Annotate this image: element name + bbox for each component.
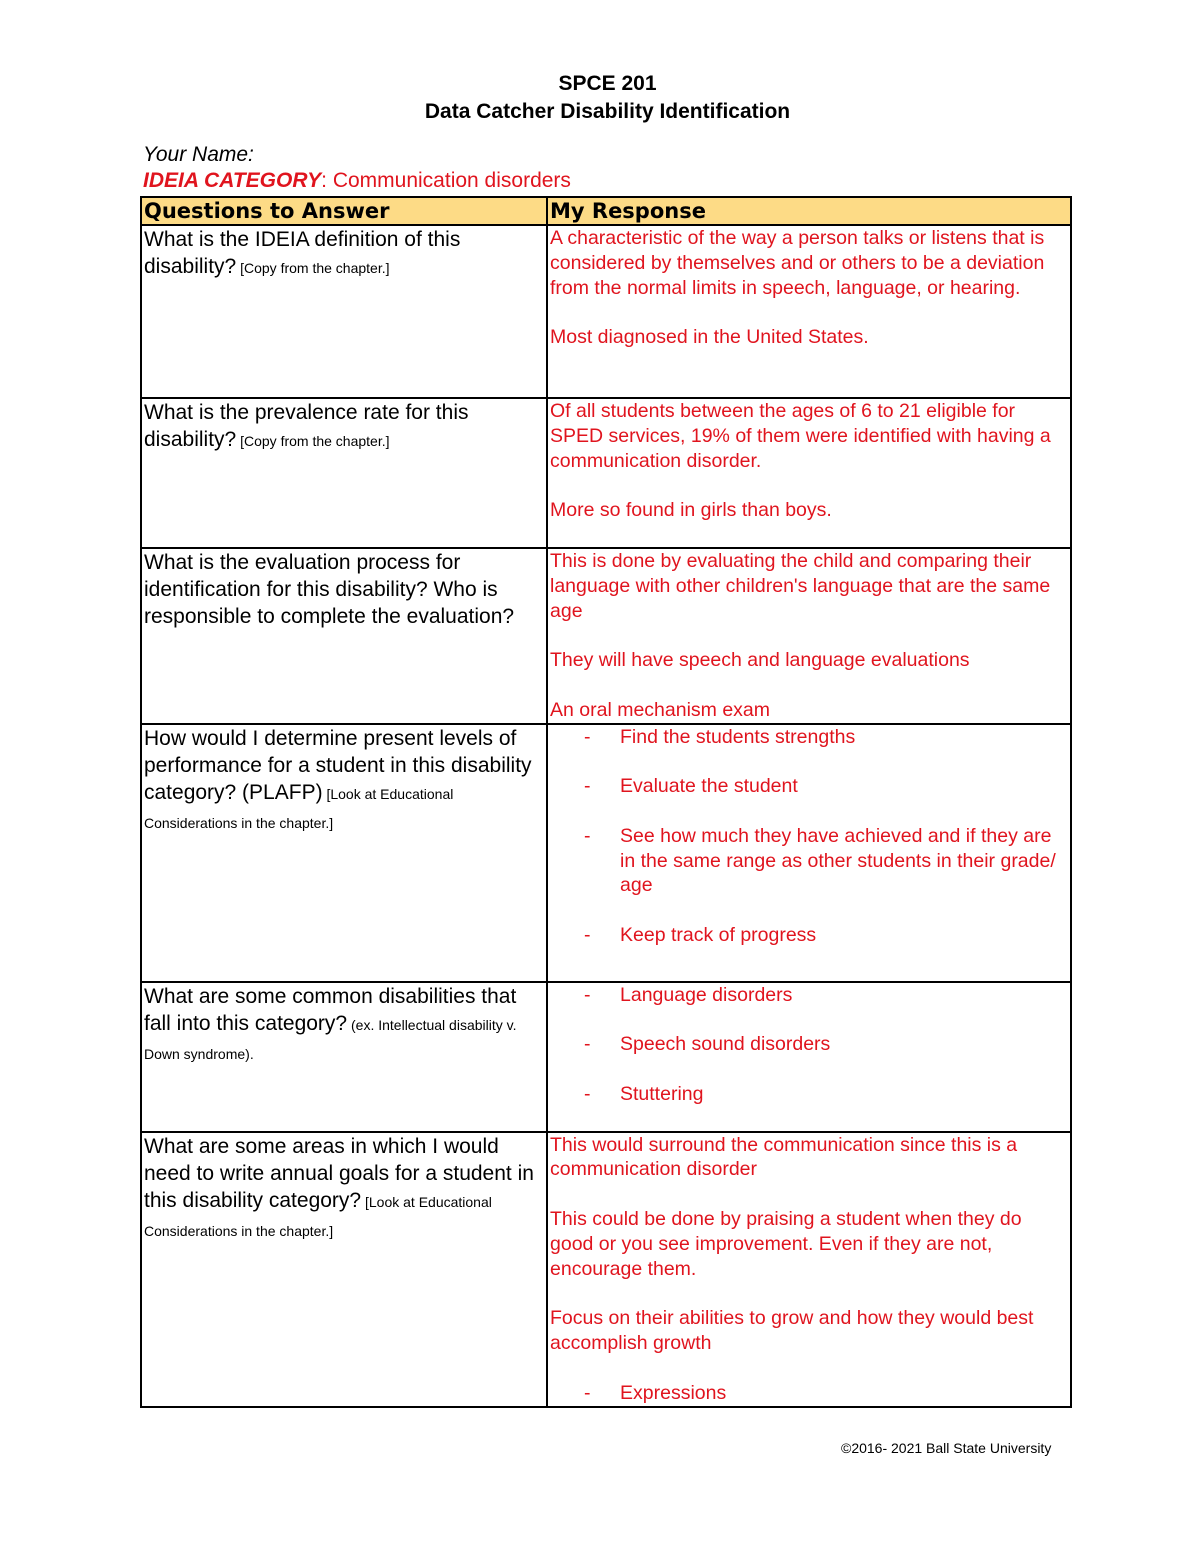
response-list — [550, 1381, 1068, 1406]
table-row — [141, 225, 1071, 398]
table-row — [141, 1132, 1071, 1407]
question-cell — [141, 548, 547, 724]
response-cell — [547, 548, 1071, 724]
response-paragraph: Most diagnosed in the United States. — [550, 326, 869, 349]
your-name-label: Your Name: — [143, 143, 254, 166]
question-text: How would I determine present levels of performance for a student in this disability category? (PLAFP) — [144, 726, 532, 804]
response-list — [550, 983, 1068, 1107]
question-text: What is the IDEIA definition of this disability? — [144, 228, 461, 278]
response-paragraph: This is done by evaluating the child and comparing their language with other children's language that are the same age — [550, 550, 1051, 622]
table-row — [141, 724, 1071, 982]
bullet-dash: - — [584, 1082, 591, 1105]
question-note: [Look at Educational Considerations in the chapter.] — [144, 785, 454, 831]
table-row — [141, 398, 1071, 548]
question-cell — [141, 724, 547, 982]
question-table — [140, 196, 1072, 1408]
question-text: What are some areas in which I would need to write annual goals for a student in this disability category? — [144, 1134, 534, 1212]
response-cell — [547, 724, 1071, 982]
response-cell — [547, 982, 1071, 1132]
response-cell — [547, 398, 1071, 548]
response-header: My Response — [547, 197, 1071, 225]
question-cell — [141, 225, 547, 398]
category-line — [143, 169, 571, 193]
category-separator: : — [321, 169, 327, 192]
table-header-row — [141, 197, 1071, 225]
response-paragraph: More so found in girls than boys. — [550, 499, 832, 522]
list-item: - Stuttering — [584, 1082, 704, 1105]
question-cell — [141, 982, 547, 1132]
document-title: Data Catcher Disability Identification — [424, 100, 791, 123]
list-item: - See how much they have achieved and if they are in the same range as other students in their grade/ age — [584, 824, 1056, 897]
copyright-footer: ©2016- 2021 Ball State University — [841, 1440, 1052, 1456]
list-item: - Expressions — [584, 1381, 727, 1404]
question-note: [Copy from the chapter.] — [236, 433, 390, 449]
bullet-dash: - — [584, 824, 591, 847]
response-paragraph: A characteristic of the way a person talks or listens that is considered by themselves and or others to be a deviation from the normal limits in speech, language, or hearing. — [550, 227, 1045, 299]
list-item: - Keep track of progress — [584, 923, 817, 946]
question-text: What is the evaluation process for identification for this disability? Who is responsible to complete the evaluation? — [144, 551, 515, 628]
question-note: [Copy from the chapter.] — [236, 260, 390, 276]
bullet-dash: - — [584, 775, 591, 798]
bullet-dash: - — [584, 1033, 591, 1056]
response-paragraph: Of all students between the ages of 6 to 21 eligible for SPED services, 19% of them were identified with having a communication disorder. — [550, 400, 1051, 472]
list-item: - Speech sound disorders — [584, 1033, 831, 1056]
list-item: - Find the students strengths — [584, 725, 856, 748]
question-note: (ex. Intellectual disability v. Down syndrome). — [144, 1016, 517, 1062]
response-paragraph: They will have speech and language evaluations — [550, 649, 970, 672]
table-row — [141, 982, 1071, 1132]
question-note: [Look at Educational Considerations in the chapter.] — [144, 1193, 492, 1239]
question-text: What are some common disabilities that fall into this category? — [144, 984, 517, 1035]
bullet-dash: - — [584, 1381, 591, 1404]
response-cell — [547, 225, 1071, 398]
response-paragraph: This could be done by praising a student when they do good or you see improvement. Even if they are not, encourage them. — [550, 1207, 1022, 1280]
response-paragraph: An oral mechanism exam — [550, 698, 771, 721]
list-item: - Language disorders — [584, 983, 793, 1006]
category-label: IDEIA CATEGORY — [143, 169, 322, 192]
response-paragraph: This would surround the communication since this is a communication disorder — [550, 1133, 1018, 1181]
bullet-dash: - — [584, 923, 591, 946]
question-cell — [141, 1132, 547, 1407]
question-text: What is the prevalence rate for this disability? — [144, 401, 469, 451]
course-code: SPCE 201 — [558, 72, 657, 95]
response-list — [550, 725, 1068, 948]
category-value: Communication disorders — [326, 169, 571, 192]
table-row — [141, 548, 1071, 724]
response-cell — [547, 1132, 1071, 1407]
bullet-dash: - — [584, 983, 591, 1006]
bullet-dash: - — [584, 725, 591, 748]
question-cell — [141, 398, 547, 548]
list-item: - Evaluate the student — [584, 775, 798, 798]
response-paragraph: Focus on their abilities to grow and how they would best accomplish growth — [550, 1307, 1034, 1354]
questions-header: Questions to Answer — [141, 197, 547, 225]
